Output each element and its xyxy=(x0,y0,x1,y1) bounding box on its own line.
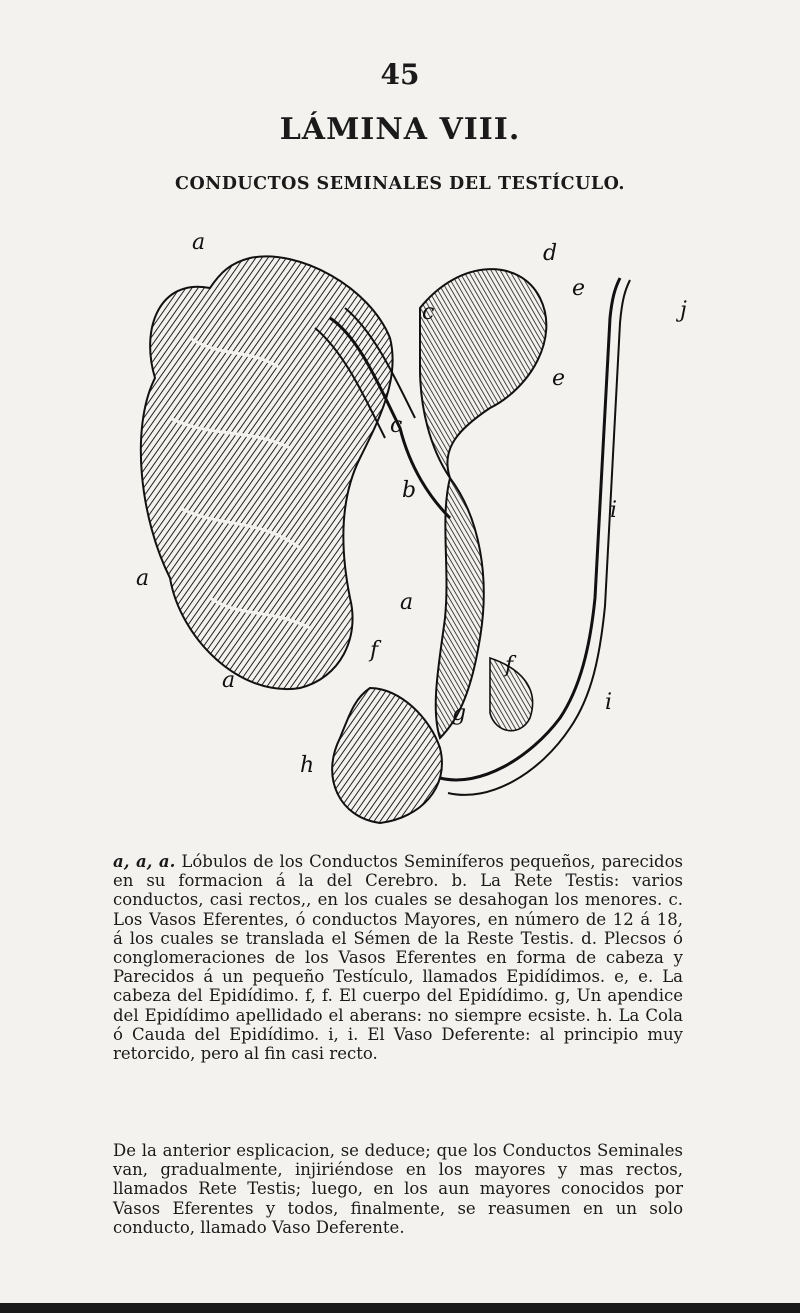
explanation-paragraph: De la anterior esplicacion, se deduce; que los Conductos Seminales van, gradualmente, injiriéndose en los mayores y mas rectos, llamados Rete Testis; luego, en los aun mayores conocidos por Vasos Eferentes y todos, finalmente, se reasumen en un solo conducto, llamado Vaso Deferente. xyxy=(113,1141,683,1237)
testicle-illustration xyxy=(100,218,687,843)
label-j: j xyxy=(680,298,687,323)
label-a-top: a xyxy=(192,230,206,255)
plate-title: LÁMINA VIII. xyxy=(279,112,521,147)
label-e-mid: e xyxy=(552,366,566,391)
plate-subtitle: CONDUCTOS SEMINALES DEL TESTÍCULO. xyxy=(175,174,625,194)
page-edge xyxy=(0,1303,800,1313)
label-a-left: a xyxy=(136,566,150,591)
label-i-bottom: i xyxy=(605,690,613,715)
label-h: h xyxy=(300,753,315,778)
label-a-bottom: a xyxy=(222,668,236,693)
lobules-mass xyxy=(141,256,393,689)
label-c-mid: c xyxy=(390,413,403,438)
label-f-left: f xyxy=(370,638,379,663)
label-e-top: e xyxy=(572,276,586,301)
epididymis-tail xyxy=(332,688,442,823)
testicle-engraving xyxy=(100,218,660,843)
caption-text: Lóbulos de los Conductos Seminíferos pequeños, parecidos en su formacion á la del Cerebro. b. La Rete Testis: varios conductos, casi rectos,, en los cuales se desahogan los menores. c. Los Vasos Eferentes, ó conductos Mayores, en número de 12 á 18, á los cuales se translada el Sémen de la Reste Testis. d. Plecsos ó conglomeraciones de los Vasos Eferentes en forma de cabeza y Parecidos á un pequeño Testículo, llamados Epidídimos. e, e. La cabeza del Epidídimo. f, f. El cuerpo del Epidídimo. g, Un apendice del Epidídimo apellidado el aberans: no siempre ecsiste. h. La Cola ó Cauda del Epidídimo. i, i. El Vaso Deferente: al principio muy retorcido, pero al fin casi recto. xyxy=(113,852,683,1064)
caption-lead: a, a, a. xyxy=(113,852,176,871)
epididymis-head xyxy=(420,269,546,478)
figure-caption xyxy=(113,852,683,1063)
label-b: b xyxy=(402,478,417,503)
label-f-right: f xyxy=(505,653,514,678)
label-i-mid: i xyxy=(610,498,618,523)
label-d: d xyxy=(543,241,558,266)
label-c-top: c xyxy=(422,300,435,325)
label-g: g xyxy=(452,701,467,726)
label-a-center: a xyxy=(400,590,414,615)
epididymis-body xyxy=(436,478,484,738)
page-number: 45 xyxy=(380,58,420,91)
